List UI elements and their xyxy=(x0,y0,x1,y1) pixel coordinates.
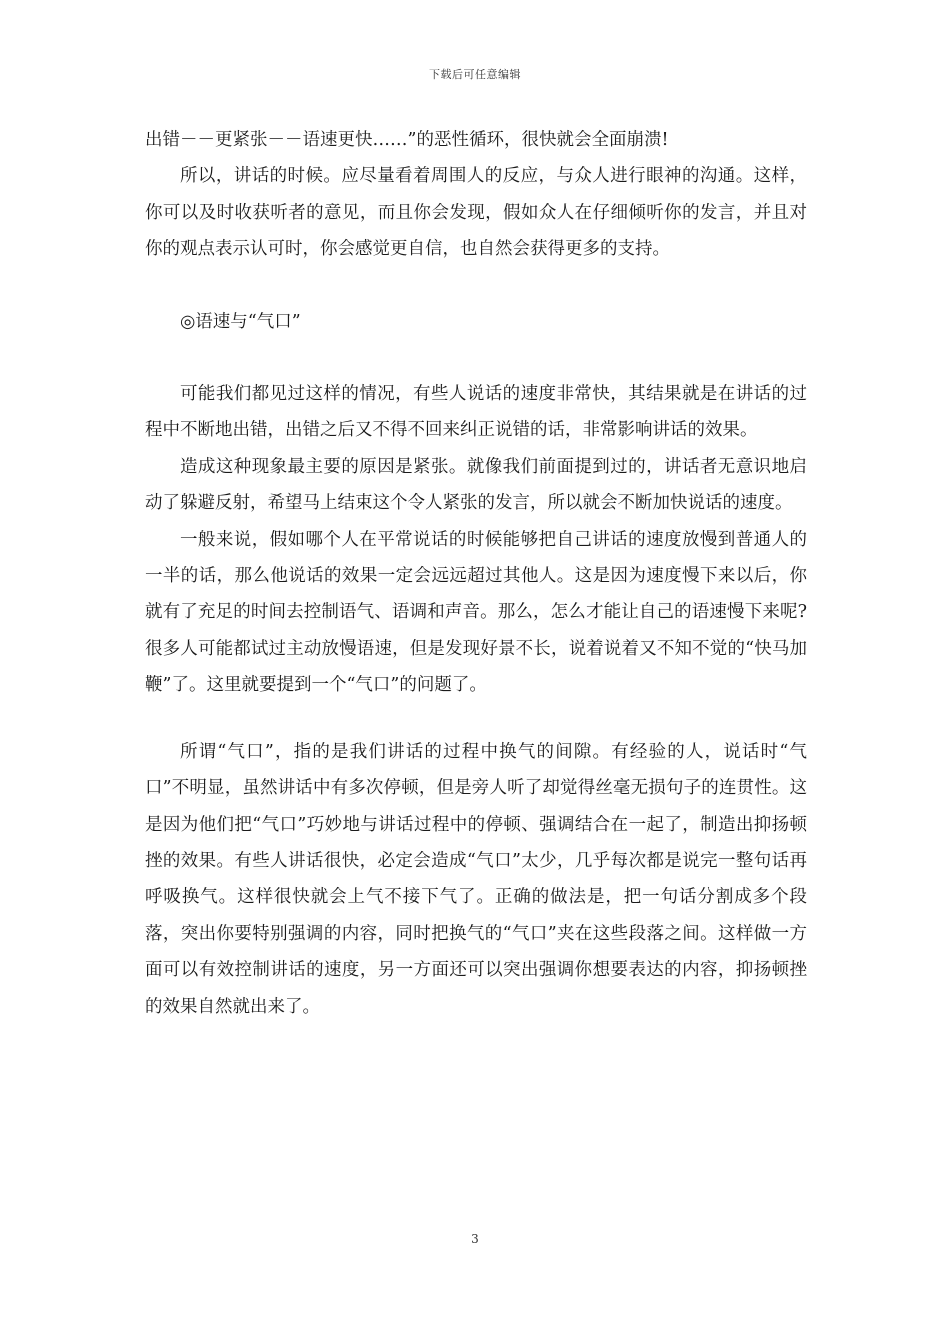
section-heading: ◎语速与“气口” xyxy=(180,311,301,332)
paragraph: 可能我们都见过这样的情况，有些人说话的速度非常快，其结果就是在讲话的过程中不断地出错，出错之后又不得不回来纠正说错的话，非常影响讲话的效果。 xyxy=(145,384,807,441)
paragraph: 所谓“气口”，指的是我们讲话的过程中换气的间隙。有经验的人，说话时“气口”不明显，虽然讲话中有多次停顿，但是旁人听了却觉得丝毫无损句子的连贯性。这是因为他们把“气口”巧妙地与讲话过程中的停顿、强调结合在一起了，制造出抑扬顿挫的效果。有些人讲话很快，必定会造成“气口”太少，几乎每次都是说完一整句话再呼吸换气。这样很快就会上气不接下气了。正确的做法是，把一句话分割成多个段落，突出你要特别强调的内容，同时把换气的“气口”夹在这些段落之间。这样做一方面可以有效控制讲话的速度，另一方面还可以突出强调你想要表达的内容，抑扬顿挫的效果自然就出来了。 xyxy=(145,741,807,1017)
page-number: 3 xyxy=(471,1232,479,1246)
body-content xyxy=(145,122,807,1025)
blank-line xyxy=(145,704,807,734)
paragraph: 所以，讲话的时候。应尽量看着周围人的反应，与众人进行眼神的沟通。这样，你可以及时收获听者的意见，而且你会发现，假如众人在仔细倾听你的发言，并且对你的观点表示认可时，你会感觉更自信，也自然会获得更多的支持。 xyxy=(145,166,807,260)
blank-line xyxy=(145,340,807,376)
paragraph: 造成这种现象最主要的原因是紧张。就像我们前面提到过的，讲话者无意识地启动了躲避反射，希望马上结束这个令人紧张的发言，所以就会不断加快说话的速度。 xyxy=(145,456,807,514)
paragraph: 一般来说，假如哪个人在平常说话的时候能够把自己讲话的速度放慢到普通人的一半的话，那么他说话的效果一定会远远超过其他人。这是因为速度慢下来以后，你就有了充足的时间去控制语气、语调和声音。那么，怎么才能让自己的语速慢下来呢?很多人可能都试过主动放慢语速，但是发现好景不长，说着说着又不知不觉的“快马加鞭”了。这里就要提到一个“气口”的问题了。 xyxy=(145,529,807,696)
blank-line xyxy=(145,268,807,304)
paragraph-continuation: 出错－－更紧张－－语速更快……”的恶性循环，很快就会全面崩溃! xyxy=(145,130,669,150)
page-header: 下载后可任意编辑 xyxy=(429,68,521,81)
